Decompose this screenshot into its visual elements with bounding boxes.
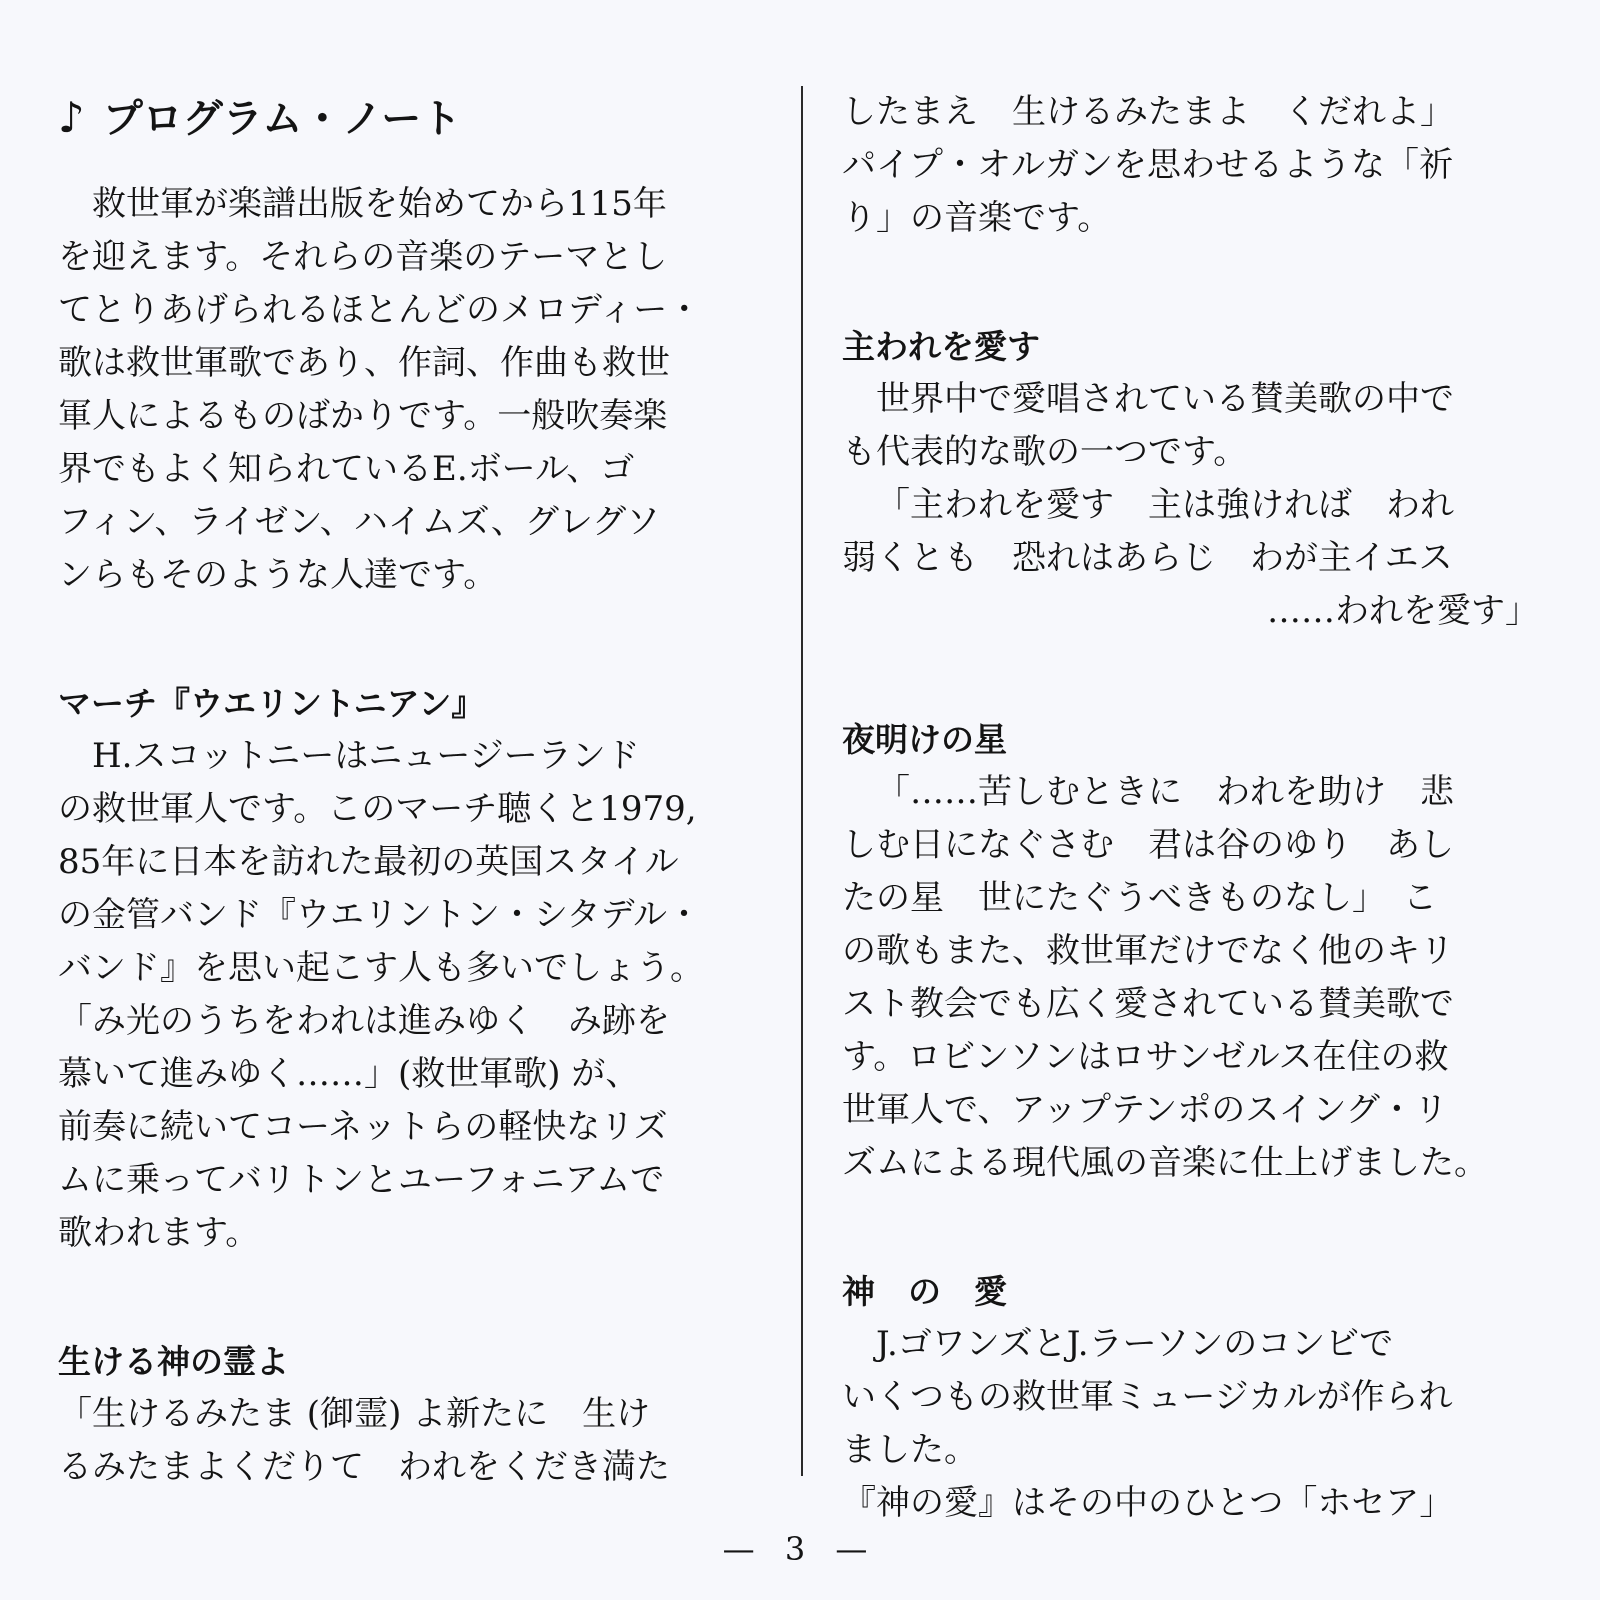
section-line: したまえ 生けるみたまよ くだれよ」	[842, 92, 1454, 132]
left-column	[58, 88, 763, 1494]
intro-line: ンらもそのような人達です。	[58, 555, 498, 595]
section-line: スト教会でも広く愛されている賛美歌で	[842, 984, 1454, 1024]
section-line: 「主われを愛す 主は強ければ われ	[876, 485, 1454, 525]
intro-line: 救世軍が楽譜出版を始めてから115年	[92, 184, 667, 224]
intro-line: てとりあげられるほとんどのメロディー・	[58, 290, 702, 330]
section-line: も代表的な歌の一つです。	[842, 432, 1248, 472]
section-line: 世界中で愛唱されている賛美歌の中で	[876, 379, 1454, 419]
section-morning-star	[842, 713, 1547, 1190]
section-line: 歌われます。	[58, 1213, 260, 1253]
intro-line: フィン、ライゼン、ハイムズ、グレグソ	[58, 502, 661, 542]
section-heading: 主われを愛す	[842, 327, 1040, 366]
section-line: J.ゴワンズとJ.ラーソンのコンビで	[876, 1324, 1394, 1364]
section-line: 「……苦しむときに われを助け 悲	[876, 772, 1454, 812]
section-line: 弱くとも 恐れはあらじ わが主イエス	[842, 538, 1453, 578]
section-love-of-god	[842, 1265, 1547, 1530]
section-line: ……われを愛す」	[1267, 591, 1539, 631]
section-line: しむ日になぐさむ 君は谷のゆり あし	[842, 825, 1454, 865]
section-line: 「生けるみたま (御霊) よ新たに 生け	[58, 1394, 651, 1434]
section-line: 『神の愛』はその中のひとつ「ホセア」	[842, 1483, 1454, 1523]
section-heading: マーチ『ウエリントニアン』	[58, 684, 485, 723]
section-line: ズムによる現代風の音楽に仕上げました。	[842, 1143, 1488, 1183]
intro-line: を迎えます。それらの音楽のテーマとし	[58, 237, 668, 277]
section-line: 慕いて進みゆく……」(救世軍歌) が、	[58, 1054, 640, 1094]
section-heading: 夜明けの星	[842, 720, 1007, 759]
section-line: の歌もまた、救世軍だけでなく他のキリ	[842, 931, 1454, 971]
section-line: 85年に日本を訪れた最初の英国スタイル	[58, 842, 679, 882]
section-line: バンド』を思い起こす人も多いでしょう。	[58, 948, 704, 988]
right-column	[842, 86, 1547, 1530]
section-wellingtonian	[58, 677, 763, 1260]
section-line: 世軍人で、アップテンポのスイング・リ	[842, 1090, 1448, 1130]
intro-line: 界でもよく知られているE.ボール、ゴ	[58, 449, 635, 489]
page-title-text: プログラム・ノート	[102, 96, 462, 142]
section-jesus-loves-me	[842, 320, 1547, 638]
section-line: ムに乗ってバリトンとユーフォニアムで	[58, 1160, 665, 1200]
section-line: たの星 世にたぐうべきものなし」 こ	[842, 878, 1437, 918]
section-line: H.スコットニーはニュージーランド	[92, 736, 640, 776]
page-title	[58, 88, 763, 148]
page-number: — 3 —	[722, 1530, 878, 1568]
section-line: り」の音楽です。	[842, 198, 1112, 238]
section-line: るみたまよくだりて われをくだき満た	[58, 1447, 670, 1487]
section-spirit-of-living-god	[58, 1335, 763, 1494]
section-line: の救世軍人です。このマーチ聴くと1979,	[58, 789, 697, 829]
section-heading: 神 の 愛	[842, 1272, 1007, 1311]
intro-line: 歌は救世軍歌であり、作詞、作曲も救世	[58, 343, 670, 383]
section-line: ました。	[842, 1430, 978, 1470]
section-line: 「み光のうちをわれは進みゆく み跡を	[58, 1001, 670, 1041]
intro-line: 軍人によるものばかりです。一般吹奏楽	[58, 396, 668, 436]
intro-paragraph	[58, 178, 763, 602]
section-line: 前奏に続いてコーネットらの軽快なリズ	[58, 1107, 668, 1147]
section-line: パイプ・オルガンを思わせるような「祈	[842, 145, 1453, 185]
column-divider	[801, 86, 803, 1476]
section-spirit-continued	[842, 86, 1547, 245]
section-heading: 生ける神の霊よ	[58, 1342, 289, 1381]
section-line: す。ロビンソンはロサンゼルス在住の救	[842, 1037, 1449, 1077]
section-line: いくつもの救世軍ミュージカルが作られ	[842, 1377, 1453, 1417]
section-line: の金管バンド『ウエリントン・シタデル・	[58, 895, 701, 935]
music-note-icon: ♪	[58, 93, 85, 142]
